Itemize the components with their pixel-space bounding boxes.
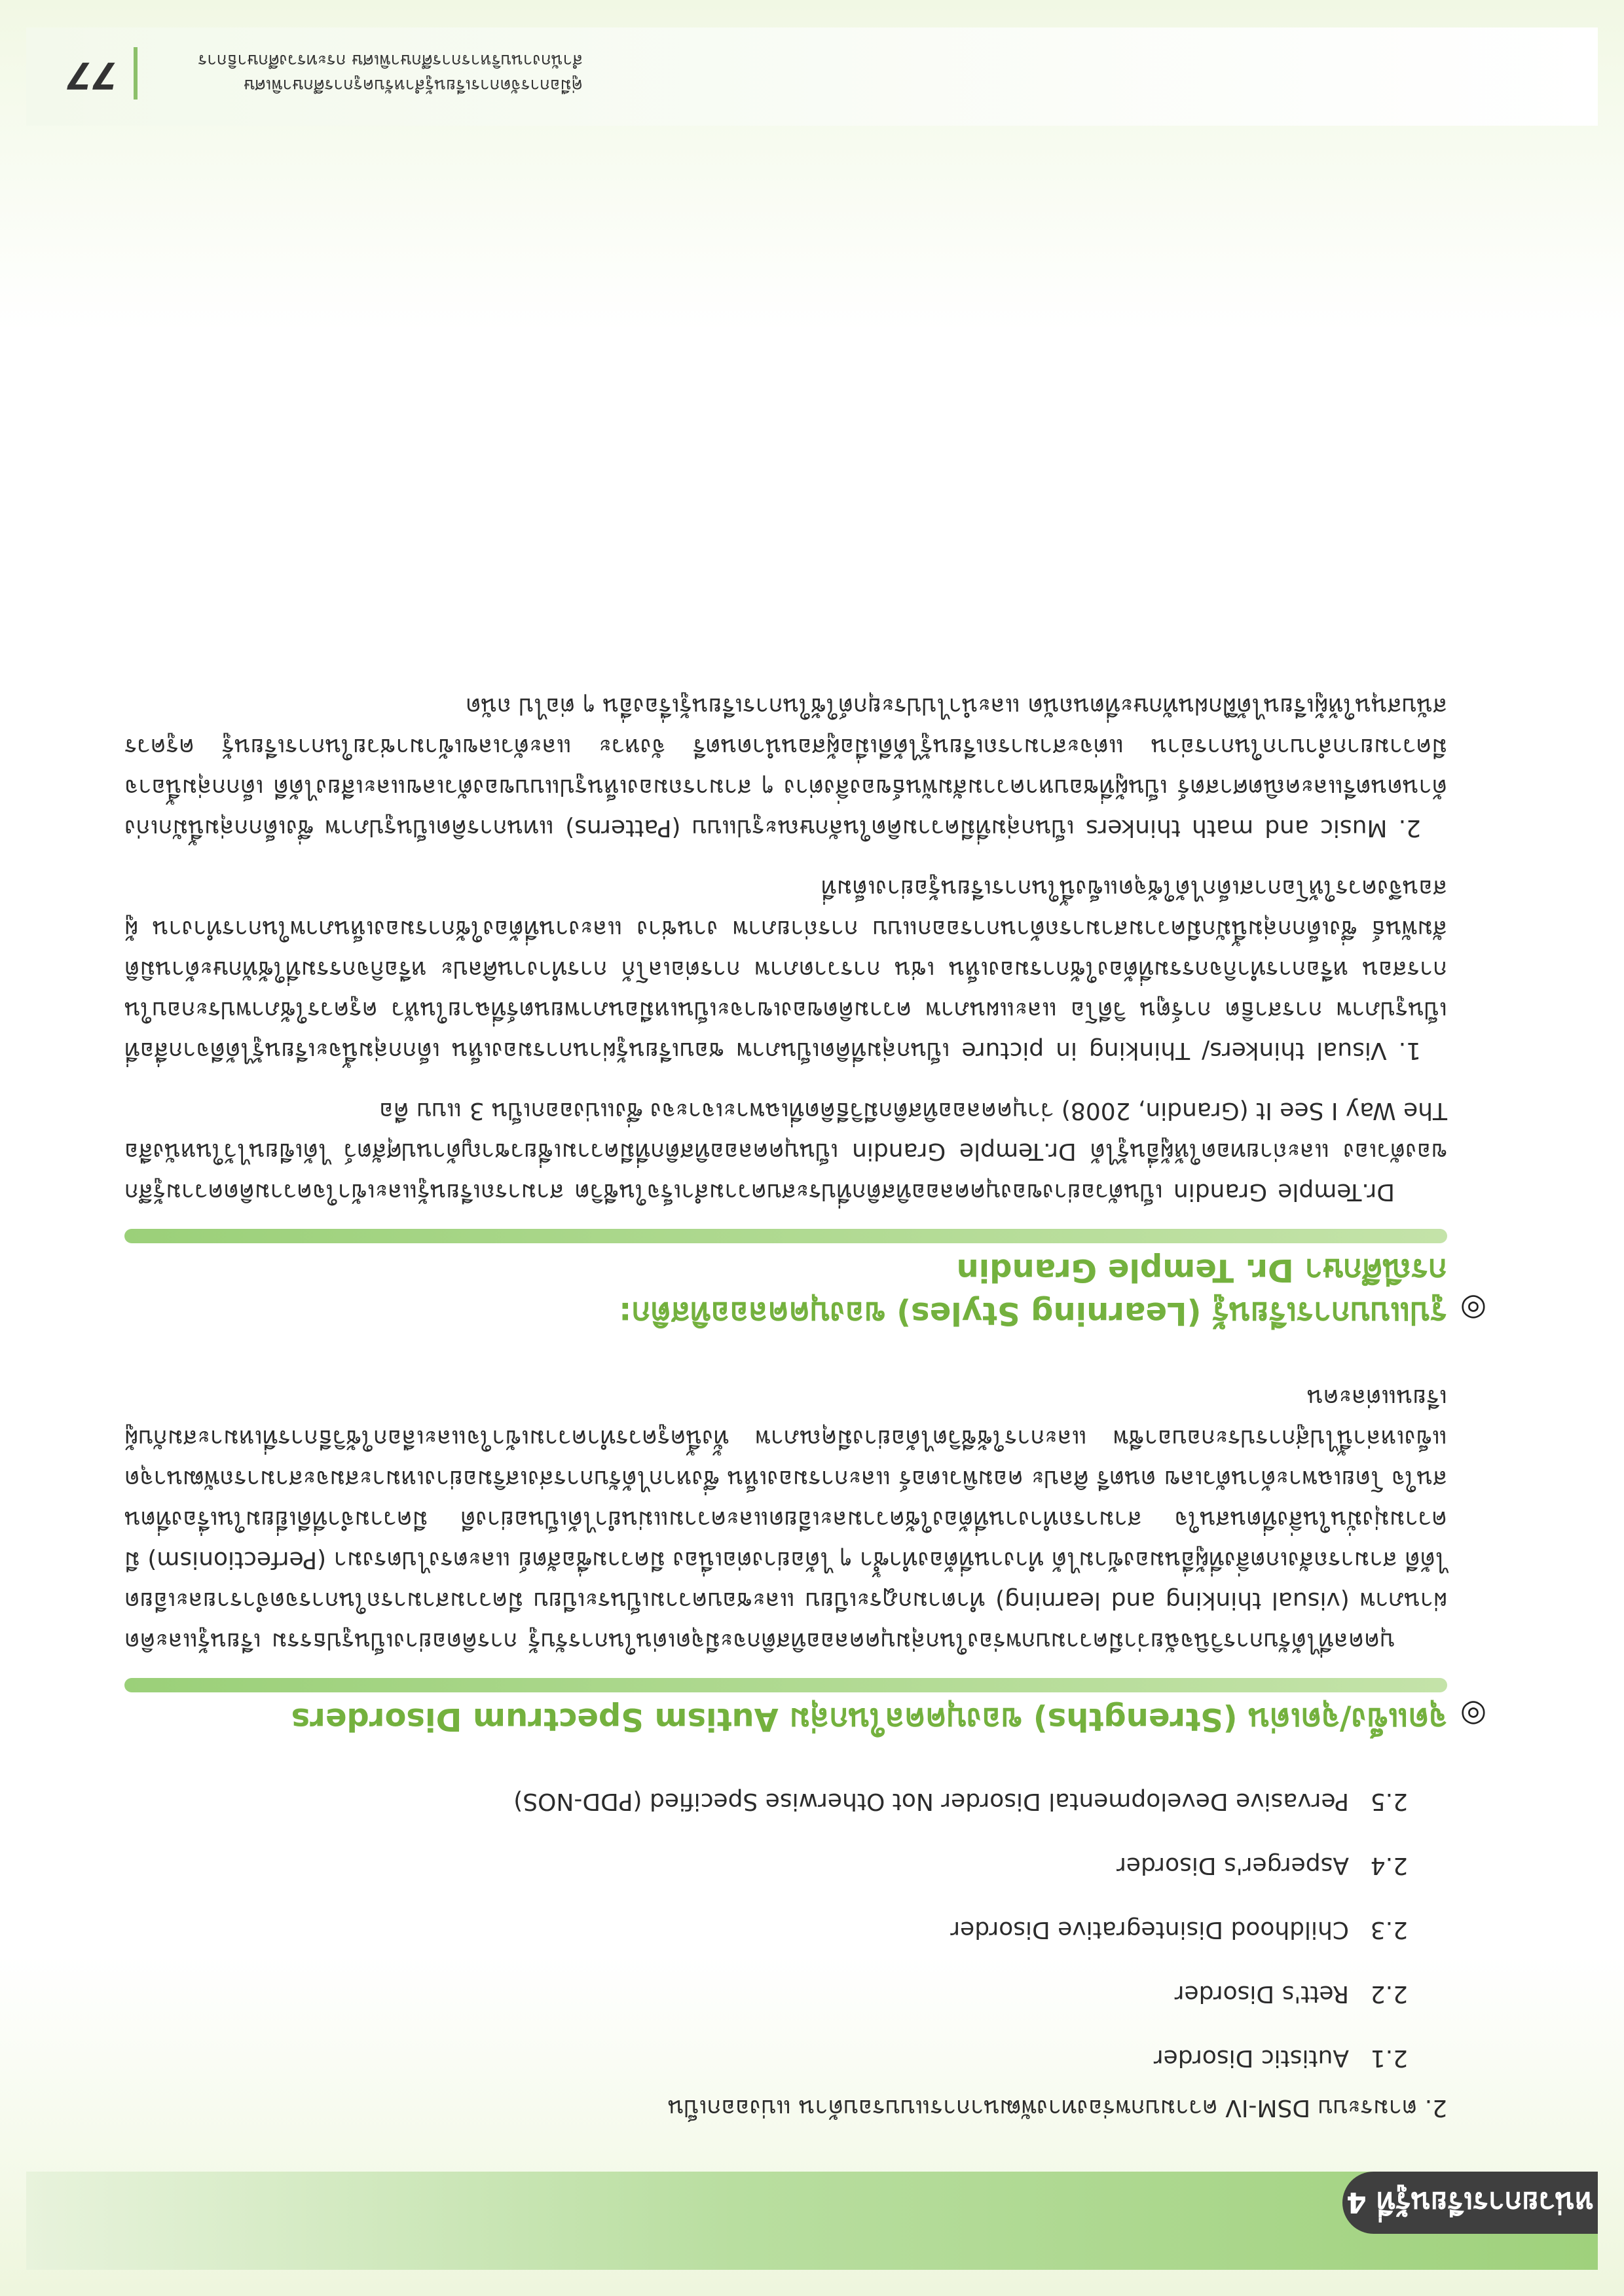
- list-item-label: Autistic Disorder: [1153, 2045, 1349, 2071]
- list-item-label: Childhood Disintegrative Disorder: [950, 1916, 1349, 1943]
- section-title: จุดแข็ง/จุดเด่น (Strengths) ของบุคคลในกลุ่ม Autism Spectrum Disorders: [291, 1701, 1447, 1738]
- bullet-icon: ◎: [1460, 1292, 1486, 1327]
- heading-underline: [124, 1229, 1447, 1243]
- section-heading-learning-styles: [124, 1229, 1486, 1335]
- list-item: [124, 1847, 1447, 1884]
- section-title-line-1: รูปแบบการเรียนรู้ (Learning Styles) ของบุคคลออทิสติก:: [619, 1295, 1447, 1332]
- list-item-label: Rett's Disorder: [1174, 1980, 1349, 2007]
- strengths-paragraph: บุคคลที่ได้รับการวินิจฉัยว่ามีความบกพร่องในกลุ่มบุคคลออทิสติกจะมีจุดเด่นในการรับรู้ การคิดอย่างเป็นรูปธรรม เรียนรู้และคิดผ่านภาพ (visual thinking and learning) ทำตามกฎระเบียบ และชอบความเป็นระเบียบ มีความสามารถในการจดจำรายละเอียดได้ดี สามารถสังเกตสิ่งที่ผู้อื่นมองข้ามได้ ทำงานที่ต้องทำซ้ำ ๆ ได้อย่างต่อเนื่อง มีความซื่อสัตย์ และตรงไปตรงมา (Perfectionism) มีความมุ่งมั่นในสิ่งที่ตนสนใจ สามารถทำงานที่ต้องใช้ความละเอียดและความแม่นยำได้เป็นอย่างดี มีความจำที่ดีเยี่ยมในเรื่องที่ตนสนใจ โดยเฉพาะด้านตัวเลข ดนตรี ศิลปะ คอมพิวเตอร์ และการมองเห็น ซึ่งหากได้รับการส่งเสริมอย่างเหมาะสมจะสามารถพัฒนาจุดแข็งเหล่านี้ไปสู่การประกอบอาชีพ และการใช้ชีวิตได้อย่างมีคุณภาพ ทั้งนี้ครูควรทำความเข้าใจและเลือกใช้วิธีการที่เหมาะสมกับผู้เรียนแต่ละคน: [124, 1384, 1447, 1654]
- page-content: [124, 685, 1486, 2126]
- list-item-label: Asperger's Disorder: [1116, 1852, 1349, 1879]
- footer-line-2: สำนักงานบริหารการศึกษาพิเศษ กระทรวงศึกษาธิการ: [198, 50, 583, 70]
- list-item: [124, 1911, 1447, 1948]
- footer-divider: [134, 47, 138, 100]
- list-item-number: 2.2: [1370, 1980, 1408, 2007]
- disorder-list: [124, 1783, 1447, 2076]
- list-item: [124, 2039, 1447, 2076]
- list-item-number: 2.5: [1370, 1788, 1408, 1815]
- learning-style-item: 2. Music and math thinkers เป็นกลุ่มที่มีความคิดในลักษณะรูปแบบ (Patterns) แทนการคิดเป็นรูปภาพ ซึ่งเด็กกลุ่มนี้มักเก่งด้านดนตรีและคณิตศาสตร์ เป็นผู้ที่ชอบหาความสัมพันธ์ของสิ่งต่าง ๆ สามารถมองเห็นรูปแบบของตัวเลขและเสียงได้ดี เด็กกลุ่มนี้อาจมีความยากลำบากในการอ่าน แต่จะสามารถเรียนรู้ได้ดีเมื่อผู้สอนนำดนตรี จังหวะ และตัวเลขเข้ามาช่วยในการเรียนรู้ ครูควรสนับสนุนให้ผู้เรียนได้ฝึกฝนทักษะที่ตนถนัด และนำไปประยุกต์ใช้ในการเรียนรู้เรื่องอื่น ๆ ต่อไป ถนัด: [124, 693, 1447, 841]
- footer-line-1: คู่มือการจัดการเรียนรู้สำหรับครูการศึกษาพิเศษ: [243, 75, 583, 95]
- learning-styles-intro: Dr.Temple Grandin เป็นตัวอย่างของบุคคลออทิสติกที่ประสบความสำเร็จในชีวิต สามารถเรียนรู้และเข้าใจความคิดความรู้สึกของตัวเอง และถ่ายทอดให้ผู้อื่นรู้ได้ Dr.Temple Grandin เป็นบุคคลออทิสติกที่มีความเชี่ยวชาญด้านปศุสัตว์ ได้เขียนไว้ในหนังสือ The Way I See It (Grandin, 2008) ว่าบุคคลออทิสติกมีวิธีคิดที่เฉพาะเจาะจง ซึ่งแบ่งออกเป็น 3 แบบ คือ: [124, 1097, 1447, 1205]
- bullet-icon: ◎: [1460, 1698, 1486, 1733]
- list-item: [124, 1975, 1447, 2012]
- section-heading-strengths: [124, 1678, 1486, 1741]
- learning-style-item: 1. Visual thinkers/ Thinking in picture เป็นกลุ่มที่คิดเป็นภาพ ชอบเรียนรู้ผ่านการมองเห็น เด็กกลุ่มนี้จะเรียนรู้ได้ดีจากสื่อที่เป็นรูปภาพ การสาธิต การ์ตูน วิดีโอ และแผนภาพ ความคิดของเขาจะเป็นเหมือนภาพยนตร์ที่ฉายในหัว ครูควรใช้ภาพประกอบในการสอน หรือการทำกิจกรรมที่ต้องใช้การมองเห็น เช่น การวาดภาพ การต่อเลโก้ การทำงานศิลปะ หรือกิจกรรมที่ใช้ทักษะด้านมิติสัมพันธ์ ซึ่งเด็กกลุ่มนี้มักมีความสามารถด้านการออกแบบ การถ่ายภาพ งานช่าง และงานที่ต้องใช้การมองเห็นภาพในการทำงาน ผู้สอนจึงควรให้โอกาสเด็กได้ใช้จุดแข็งนี้ในการเรียนรู้อย่างเต็มที่: [124, 875, 1447, 1064]
- page-number: 77: [67, 54, 118, 96]
- list-item-label: Pervasive Developmental Disorder Not Otherwise Specified (PDD-NOS): [513, 1788, 1349, 1815]
- section-title-line-2: กรณีศึกษา Dr. Temple Grandin: [956, 1252, 1447, 1288]
- list-item-number: 2.3: [1370, 1916, 1408, 1943]
- unit-badge: หน่วยการเรียนรู้ที่ 4: [1342, 2172, 1598, 2234]
- list-item-number: 2.1: [1370, 2045, 1408, 2071]
- list-item-number: 2.4: [1370, 1852, 1408, 1879]
- footer-text: [164, 48, 583, 98]
- classification-intro: 2. ตามระบบ DSM-IV ความบกพร่องทางพัฒนาการแบบรอบด้าน แบ่งออกเป็น: [667, 2094, 1447, 2121]
- list-item: [124, 1783, 1447, 1819]
- heading-underline: [124, 1678, 1447, 1692]
